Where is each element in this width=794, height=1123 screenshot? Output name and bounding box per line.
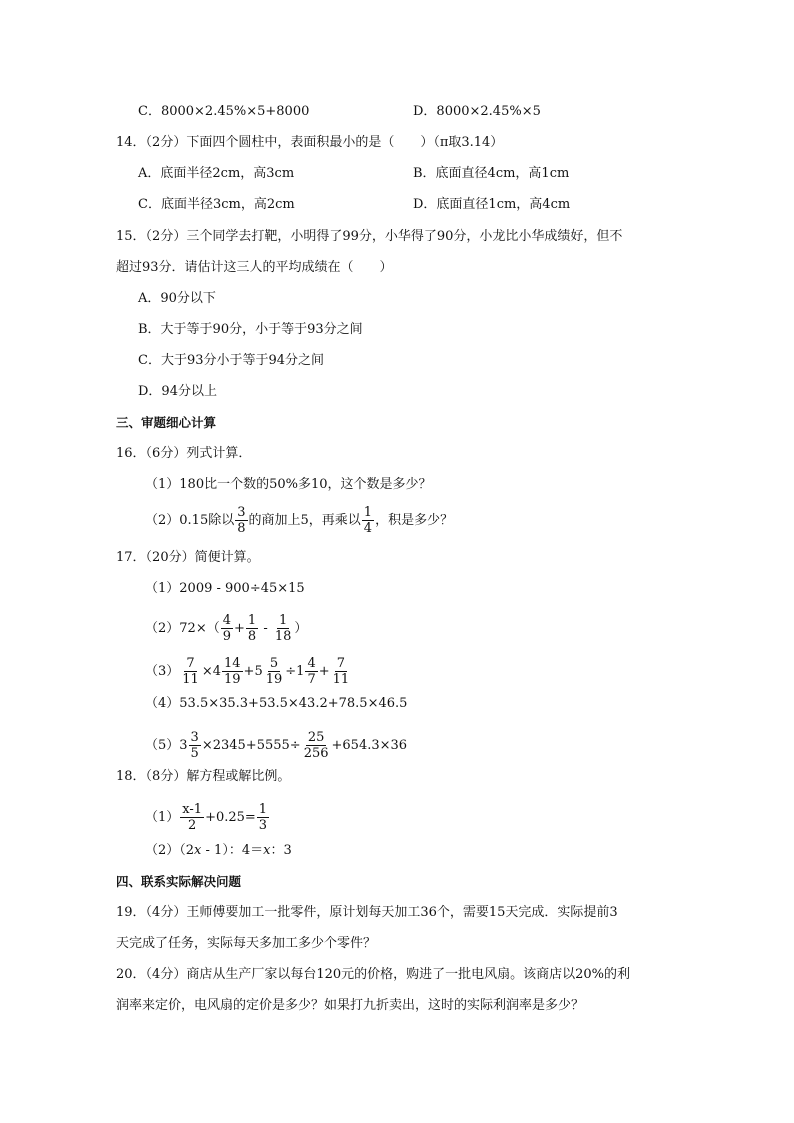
q17-part4: （4）53.5×35.3+53.5×43.2+78.5×46.5 <box>145 696 408 711</box>
q17-part1: （1）2009 - 900÷45×15 <box>145 581 305 596</box>
q15-option-a: A．90分以下 <box>138 291 216 306</box>
q18-part2: （2）（2x - 1）：4＝x：3 <box>145 843 292 858</box>
q15-stem-line2: 超过93分．请估计这三人的平均成绩在（ ） <box>116 260 393 275</box>
q17-part5: （5）3 $\frac{3}{5}$ ×2345+5555÷ $\frac{25}{256}$ +654.3×36 <box>145 730 408 761</box>
section-3-heading: 三、审题细心计算 <box>116 415 217 430</box>
q18-part1: （1） $\frac{x-1}{2}$ +0.25= $\frac{1}{3}$ <box>145 802 268 833</box>
fraction: $\frac{x-1}{2}$ <box>182 802 203 833</box>
fraction: $\frac{1}{3}$ <box>258 802 268 833</box>
fraction: $\frac{25}{256}$ <box>303 730 329 761</box>
fraction: $\frac{1}{18}$ <box>274 613 292 644</box>
q20-line2: 润率来定价，电风扇的定价是多少？如果打九折卖出，这时的实际利润率是多少？ <box>116 998 585 1013</box>
q14-stem: 14．（2分）下面四个圆柱中，表面积最小的是（ ）（π取3.14） <box>116 135 504 150</box>
q14-option-b: B．底面直径4cm，高1cm <box>413 166 570 181</box>
q17-part3: （3） $\frac{7}{11}$ ×4 $\frac{14}{19}$ +5 $\frac{5}{19}$ ÷1 $\frac{4}{7}$ + $\frac{7}{11}$ <box>145 656 350 687</box>
q15-option-d: D．94分以上 <box>138 384 217 399</box>
q13-option-c: C．8000×2.45%×5+8000 <box>138 104 310 119</box>
q16-stem: 16．（6分）列式计算． <box>116 446 252 461</box>
q17-part2: （2）72×（ $\frac{4}{9}$ + $\frac{1}{8}$ - $\frac{1}{18}$ ） <box>145 613 308 644</box>
q13-option-d: D．8000×2.45%×5 <box>413 104 541 119</box>
q15-option-b: B．大于等于90分，小于等于93分之间 <box>138 322 363 337</box>
fraction: $\frac{3}{5}$ <box>190 730 199 761</box>
q14-option-d: D．底面直径1cm，高4cm <box>413 197 571 212</box>
fraction: $\frac{5}{19}$ <box>265 656 283 687</box>
fraction: $\frac{1}{4}$ <box>363 505 373 536</box>
q16-part1: （1）180比一个数的50%多10，这个数是多少？ <box>145 477 432 492</box>
q19-line2: 天完成了任务，实际每天多加工多少个零件？ <box>116 936 377 951</box>
q19-line1: 19．（4分）王师傅要加工一批零件，原计划每天加工36个，需要15天完成．实际提前3 <box>116 905 618 920</box>
q17-stem: 17．（20分）简便计算。 <box>116 550 260 565</box>
q20-line1: 20．（4分）商店从生产厂家以每台120元的价格，购进了一批电风扇。该商店以20%的利 <box>116 967 631 982</box>
fraction: $\frac{1}{8}$ <box>247 613 257 644</box>
q15-option-c: C．大于93分小于等于94分之间 <box>138 353 325 368</box>
q14-option-a: A．底面半径2cm，高3cm <box>138 166 295 181</box>
fraction: $\frac{7}{11}$ <box>332 656 350 687</box>
fraction: $\frac{14}{19}$ <box>224 656 241 687</box>
fraction: $\frac{4}{9}$ <box>222 613 231 644</box>
section-4-heading: 四、联系实际解决问题 <box>116 874 242 889</box>
q15-stem-line1: 15．（2分）三个同学去打靶，小明得了99分，小华得了90分，小龙比小华成绩好，但不 <box>116 229 623 244</box>
fraction: $\frac{4}{7}$ <box>307 656 316 687</box>
q14-option-c: C．底面半径3cm，高2cm <box>138 197 295 212</box>
q18-stem: 18．（8分）解方程或解比例。 <box>116 769 291 784</box>
fraction: $\frac{3}{8}$ <box>237 505 246 536</box>
q16-part2: （2）0.15除以 $\frac{3}{8}$ 的商加上5，再乘以 $\frac{1}{4}$ ，积是多少？ <box>145 505 454 536</box>
fraction: $\frac{7}{11}$ <box>182 656 199 687</box>
